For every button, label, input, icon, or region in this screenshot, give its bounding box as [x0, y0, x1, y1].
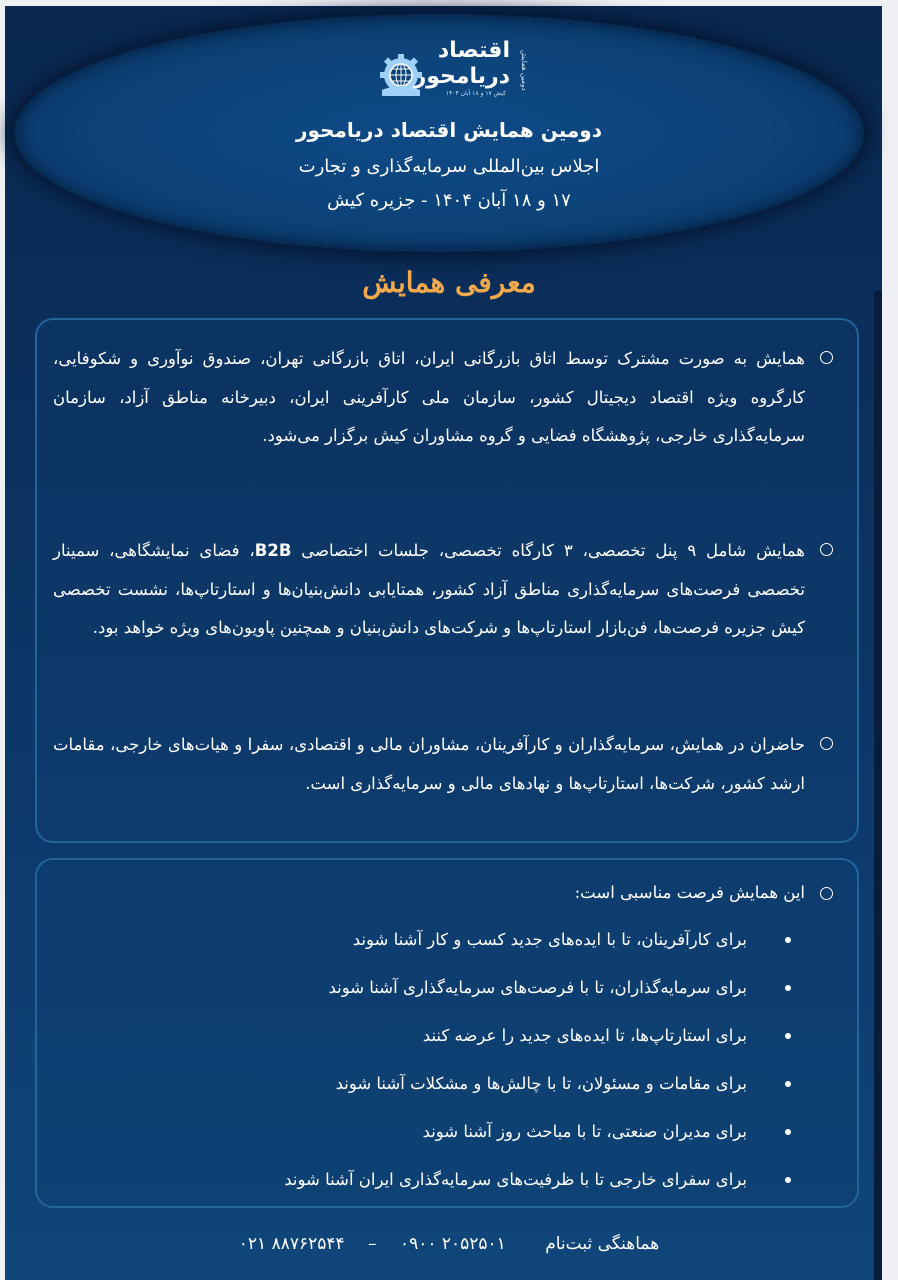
opportunity-item	[328, 974, 791, 1002]
section-heading: معرفی همایش	[362, 266, 536, 299]
landline-phone-number[interactable]: ۰۲۱ ۸۸۷۶۲۵۴۴	[238, 1234, 345, 1254]
registration-label: هماهنگی ثبت‌نام	[545, 1234, 660, 1254]
dot-bullet-icon	[785, 937, 791, 943]
scrollbar[interactable]	[874, 291, 882, 1280]
intro-box	[35, 318, 859, 843]
opportunity-item	[353, 926, 791, 954]
registration-contact	[0, 1234, 898, 1254]
circle-bullet-icon	[820, 737, 833, 750]
b2b-highlight: B2B	[254, 541, 292, 560]
dot-bullet-icon	[785, 1081, 791, 1087]
opportunity-intro-text: این همایش فرصت مناسبی است:	[574, 883, 805, 902]
conference-date-location: ۱۷ و ۱۸ آبان ۱۴۰۴ - جزیره کیش	[327, 190, 571, 211]
intro-item-text: همایش شامل ۹ پنل تخصصی، ۳ کارگاه تخصصی، جلسات اختصاصی	[291, 541, 805, 560]
dot-bullet-icon	[785, 1129, 791, 1135]
opportunity-item-text: برای سفرای خارجی تا با ظرفیت‌های سرمایه‌گذاری ایران آشنا شوند	[284, 1170, 747, 1189]
opportunity-item	[336, 1070, 791, 1098]
opportunity-item-text: برای استارتاپ‌ها، تا ایده‌های جدید را عرضه کنند	[422, 1026, 747, 1045]
circle-bullet-icon	[820, 887, 833, 900]
intro-item-text-cont: ، فضای نمایشگاهی، سمینار تخصصی فرصت‌های سرمایه‌گذاری مناطق آزاد کشور، همتایابی دانش‌بنیان‌ها و استارتاپ‌ها، نشست تخصصی کیش جزیره فرصت‌ها، فن‌بازار استارتاپ‌ها و شرکت‌های دانش‌بنیان و همچنین پاویون‌های ویژه خواهد بود.	[53, 541, 805, 637]
conference-logo	[378, 38, 528, 102]
opportunity-item-text: برای مدیران صنعتی، تا با مباحث روز آشنا شوند	[422, 1122, 747, 1141]
logo-title-line1: اقتصاد	[437, 38, 510, 63]
conference-subtitle: اجلاس بین‌المللی سرمایه‌گذاری و تجارت	[298, 156, 600, 177]
intro-item	[53, 532, 833, 648]
circle-bullet-icon	[820, 543, 833, 556]
intro-item-text: حاضران در همایش، سرمایه‌گذاران و کارآفرینان، مشاوران مالی و اقتصادی، سفرا و هیات‌های خارجی، مقامات ارشد کشور، شرکت‌ها، استارتاپ‌ها و نهادهای مالی و سرمایه‌گذاری است.	[53, 735, 805, 793]
intro-item	[53, 726, 833, 803]
opportunity-item-text: برای سرمایه‌گذاران، تا با فرصت‌های سرمایه‌گذاری آشنا شوند	[328, 978, 747, 997]
logo-date-text: کیش ۱۷ و ۱۸ آبان ۱۴۰۴	[445, 90, 506, 97]
dot-bullet-icon	[785, 1033, 791, 1039]
intro-item-text: همایش به صورت مشترک توسط اتاق بازرگانی ایران، اتاق بازرگانی تهران، صندوق نوآوری و شکوفایی، کارگروه ویژه اقتصاد دیجیتال کشور، سازمان ملی کارآفرینی ایران، دبیرخانه مناطق آزاد، سازمان سرمایه‌گذاری خارجی، پژوهشگاه فضایی و گروه مشاوران کیش برگزار می‌شود.	[53, 349, 805, 445]
intro-item	[53, 340, 833, 456]
opportunity-intro	[575, 878, 833, 908]
opportunity-item	[423, 1118, 791, 1146]
opportunity-item-text: برای مقامات و مسئولان، تا با چالش‌ها و مشکلات آشنا شوند	[335, 1074, 747, 1093]
conference-title: دومین همایش اقتصاد دریامحور	[296, 118, 602, 142]
dot-bullet-icon	[785, 985, 791, 991]
opportunity-item-text: برای کارآفرینان، تا با ایده‌های جدید کسب و کار آشنا شوند	[352, 930, 747, 949]
circle-bullet-icon	[820, 351, 833, 364]
logo-side-text: دومین همایش	[520, 49, 528, 91]
opportunity-item	[284, 1166, 791, 1194]
logo-title-line2: دریامحور	[413, 64, 510, 89]
opportunity-item	[423, 1022, 791, 1050]
opportunity-box	[35, 858, 859, 1208]
dot-bullet-icon	[785, 1177, 791, 1183]
phone-separator: –	[368, 1234, 377, 1254]
mobile-phone-number[interactable]: ۰۹۰۰ ۲۰۵۲۵۰۱	[399, 1234, 506, 1254]
